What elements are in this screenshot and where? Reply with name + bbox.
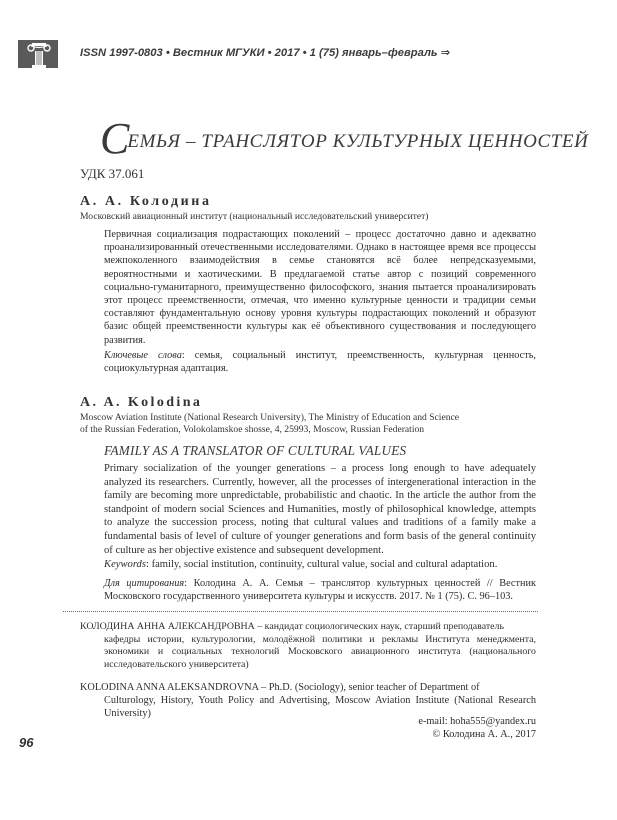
- dotted-divider: [63, 611, 538, 612]
- abstract-en: [104, 462, 536, 557]
- abstract-ru: [104, 228, 536, 347]
- author-bio-ru: [80, 621, 536, 671]
- author-email[interactable]: e-mail: hoha555@yandex.ru: [418, 716, 536, 727]
- affiliation-en: [80, 412, 459, 436]
- keywords-en-label: Keywords: [104, 559, 146, 570]
- keywords-ru-text: : семья, социальный институт, преемственность, культурная ценность, социокультурная адаптация.: [104, 350, 536, 375]
- copyright: © Колодина А. А., 2017: [432, 729, 536, 740]
- abstract-ru-text: Первичная социализация подрастающих поколений – процесс достаточно давно и адекватно проанализированный отечественными исследователями. Однако в настоящее время все процессы межпоколенного взаимодействия в семье становятся всё более непредсказуемыми, вероятностными и хаотическими. В предлагаемой статье автор с позиций современного социально-гуманитарного, преимущественно философского, знания пытается проанализировать этот процесс преемственности, отмечая, что именно культурные ценности и традиции семьи составляют фундаментальную основу уровня культуры подрастающих поколений и образуют базис общей преемственности культуры как её объективного существования и последующего развития.: [104, 229, 536, 346]
- keywords-en-text: : family, social institution, continuity, cultural value, social and cultural adaptation.: [145, 559, 498, 570]
- keywords-en: [104, 558, 536, 572]
- abstract-en-text: Primary socialization of the younger generations – a process long enough to have adequately analyzed its researchers. Currently, however, all the processes of intergenerational interaction in the family are becoming more unpredictable, probabilistic and chaotic. In the article the author from the standpoint of modern social Sciences and Humanities, mostly of philosophical knowledge, attempts to analyze the succession process, noting that cultural values and traditions of a family make a fundamental basis of level of culture of younger generations and form basis of the general continuity of culture as her objective existence and subsequent development.: [104, 463, 536, 556]
- citation: [104, 577, 536, 604]
- keywords-ru-label: Ключевые слова: [104, 350, 182, 361]
- bio-ru-first-line: КОЛОДИНА АННА АЛЕКСАНДРОВНА – кандидат социологических наук, старший преподаватель: [80, 621, 504, 632]
- keywords-ru: [104, 349, 536, 375]
- bio-en-first-line: KOLODINA ANNA ALEKSANDROVNA – Ph.D. (Sociology), senior teacher of Department of: [80, 682, 480, 693]
- article-title-en: FAMILY AS A TRANSLATOR OF CULTURAL VALUES: [104, 443, 407, 458]
- affiliation-en-line1: Moscow Aviation Institute (National Research University), The Ministry of Education and Science: [80, 412, 460, 423]
- author-name-en: A. A. Kolodina: [80, 395, 203, 410]
- journal-header: ISSN 1997-0803 • Вестник МГУКИ • 2017 • 1 (75) январь–февраль ⇒: [80, 47, 451, 59]
- ionic-column-icon: [18, 40, 58, 68]
- citation-text: : Колодина А. А. Семья – транслятор культурных ценностей // Вестник Московского государственного университета культуры и искусств. 2017. № 1 (75). С. 96–103.: [104, 578, 536, 603]
- bio-ru-continuation: кафедры истории, культурологии, молодёжной политики и рекламы Института менеджмента, экономики и социальных технологий Московского авиационного института (национального исследовательского университета): [104, 633, 536, 670]
- citation-label: Для цитирования: [104, 578, 185, 589]
- udk-code: УДК 37.061: [80, 166, 145, 181]
- affiliation-en-line2: of the Russian Federation, Volokolamskoe shosse, 4, 25993, Moscow, Russian Federation: [80, 424, 425, 435]
- affiliation-ru: Московский авиационный институт (национальный исследовательский университет): [80, 211, 429, 222]
- title-rest: ЕМЬЯ – ТРАНСЛЯТОР КУЛЬТУРНЫХ ЦЕННОСТЕЙ: [127, 131, 589, 152]
- bio-en-continuation: Culturology, History, Youth Policy and Advertising, Moscow Aviation Institute (National Research University): [104, 695, 536, 719]
- author-bio-en: [80, 681, 536, 720]
- page-number: 96: [19, 735, 34, 750]
- author-name-ru: А. А. Колодина: [80, 194, 212, 209]
- article-title: [100, 113, 588, 164]
- journal-logo: [18, 40, 58, 68]
- title-initial: С: [100, 114, 128, 163]
